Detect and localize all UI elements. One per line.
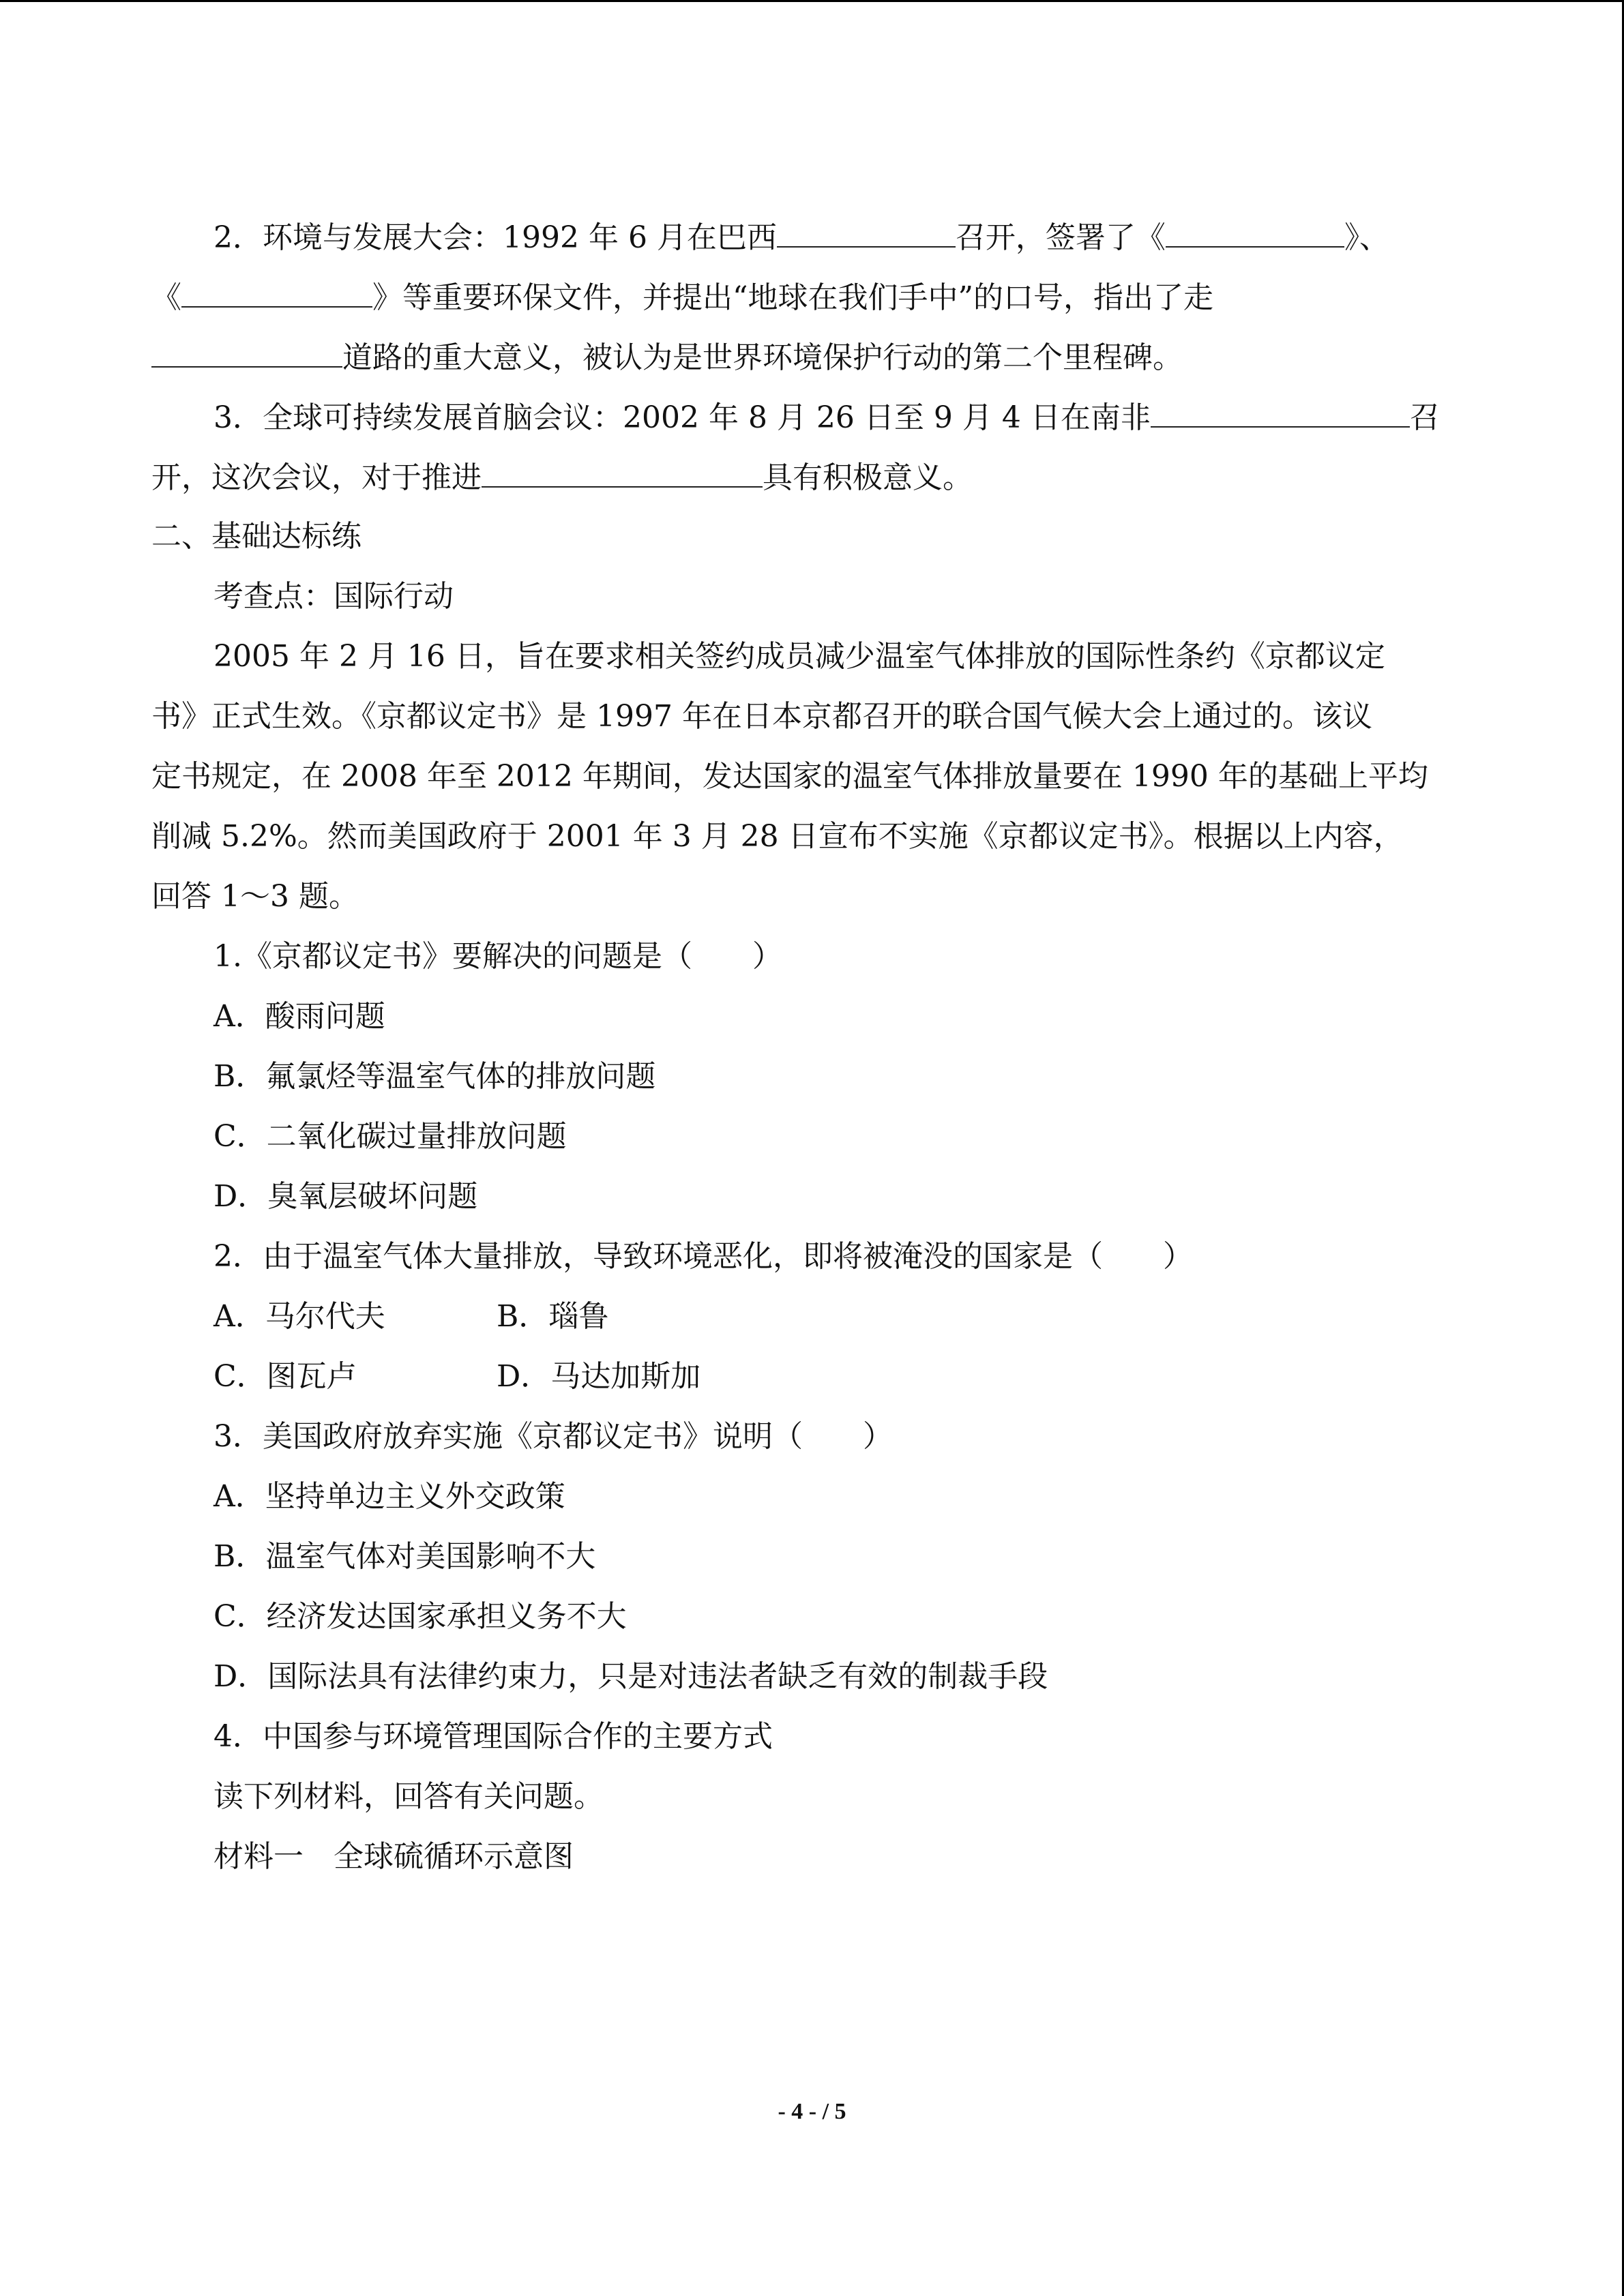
fill-blank[interactable] — [1166, 216, 1344, 248]
question-2-stem: 2．由于温室气体大量排放，导致环境恶化，即将被淹没的国家是（ ） — [213, 1239, 1193, 1274]
q1-option-b[interactable]: B．氟氯烃等温室气体的排放问题 — [213, 1059, 656, 1094]
fill-blank[interactable] — [482, 456, 763, 488]
fill-blank[interactable] — [777, 216, 956, 248]
section-heading: 二、基础达标练 — [151, 519, 361, 554]
passage-line: 书》正式生效。《京都议定书》是 1997 年在日本京都召开的联合国气候大会上通过的。该议 — [151, 699, 1372, 734]
q2-option-c[interactable]: C．图瓦卢 — [213, 1359, 357, 1394]
passage-line: 削减 5.2%。然而美国政府于 2001 年 3 月 28 日宣布不实施《京都议定书》。根据以上内容， — [151, 819, 1404, 854]
q1-option-c[interactable]: C．二氧化碳过量排放问题 — [213, 1119, 567, 1154]
q1-option-d[interactable]: D．臭氧层破坏问题 — [213, 1179, 478, 1214]
passage-line: 2005 年 2 月 16 日，旨在要求相关签约成员减少温室气体排放的国际性条约《京都议定 — [213, 639, 1385, 674]
question-4-stem: 4．中国参与环境管理国际合作的主要方式 — [213, 1719, 773, 1754]
question-3-stem: 3．美国政府放弃实施《京都议定书》说明（ ） — [213, 1419, 893, 1454]
fill-blank[interactable] — [1151, 396, 1410, 428]
page-border-top — [0, 0, 1624, 2]
q2-option-a[interactable]: A．马尔代夫 — [213, 1299, 385, 1334]
topic-label: 考查点：国际行动 — [213, 579, 454, 614]
q3-option-c[interactable]: C．经济发达国家承担义务不大 — [213, 1599, 627, 1634]
passage-line: 回答 1～3 题。 — [151, 879, 359, 914]
fill-blank[interactable] — [151, 336, 342, 368]
fill-blank[interactable] — [181, 276, 372, 308]
item2-line2: 《 》等重要环保文件，并提出“地球在我们手中”的口号，指出了走 — [151, 276, 1213, 317]
read-prompt: 读下列材料，回答有关问题。 — [213, 1779, 604, 1814]
item2-line3: 道路的重大意义，被认为是世界环境保护行动的第二个里程碑。 — [151, 336, 1183, 377]
q3-option-a[interactable]: A．坚持单边主义外交政策 — [213, 1479, 565, 1514]
item3-line1: 3．全球可持续发展首脑会议：2002 年 8 月 26 日至 9 月 4 日在南非 召 — [213, 396, 1440, 437]
material-1-title: 材料一 全球硫循环示意图 — [213, 1839, 574, 1874]
item3-line2: 开，这次会议，对于推进 具有积极意义。 — [151, 456, 973, 497]
q3-option-d[interactable]: D．国际法具有法律约束力，只是对违法者缺乏有效的制裁手段 — [213, 1659, 1048, 1694]
page-number: - 4 - / 5 — [778, 2099, 846, 2124]
q2-option-b[interactable]: B．瑙鲁 — [497, 1299, 609, 1334]
question-1-stem: 1.《京都议定书》要解决的问题是（ ） — [213, 939, 782, 974]
passage-line: 定书规定，在 2008 年至 2012 年期间，发达国家的温室气体排放量要在 1990 年的基础上平均 — [151, 759, 1428, 794]
item2-line1: 2．环境与发展大会：1992 年 6 月在巴西 召开，签署了《 》、 — [213, 216, 1389, 257]
q2-option-d[interactable]: D．马达加斯加 — [497, 1359, 701, 1394]
q1-option-a[interactable]: A．酸雨问题 — [213, 999, 385, 1034]
q3-option-b[interactable]: B．温室气体对美国影响不大 — [213, 1539, 596, 1574]
